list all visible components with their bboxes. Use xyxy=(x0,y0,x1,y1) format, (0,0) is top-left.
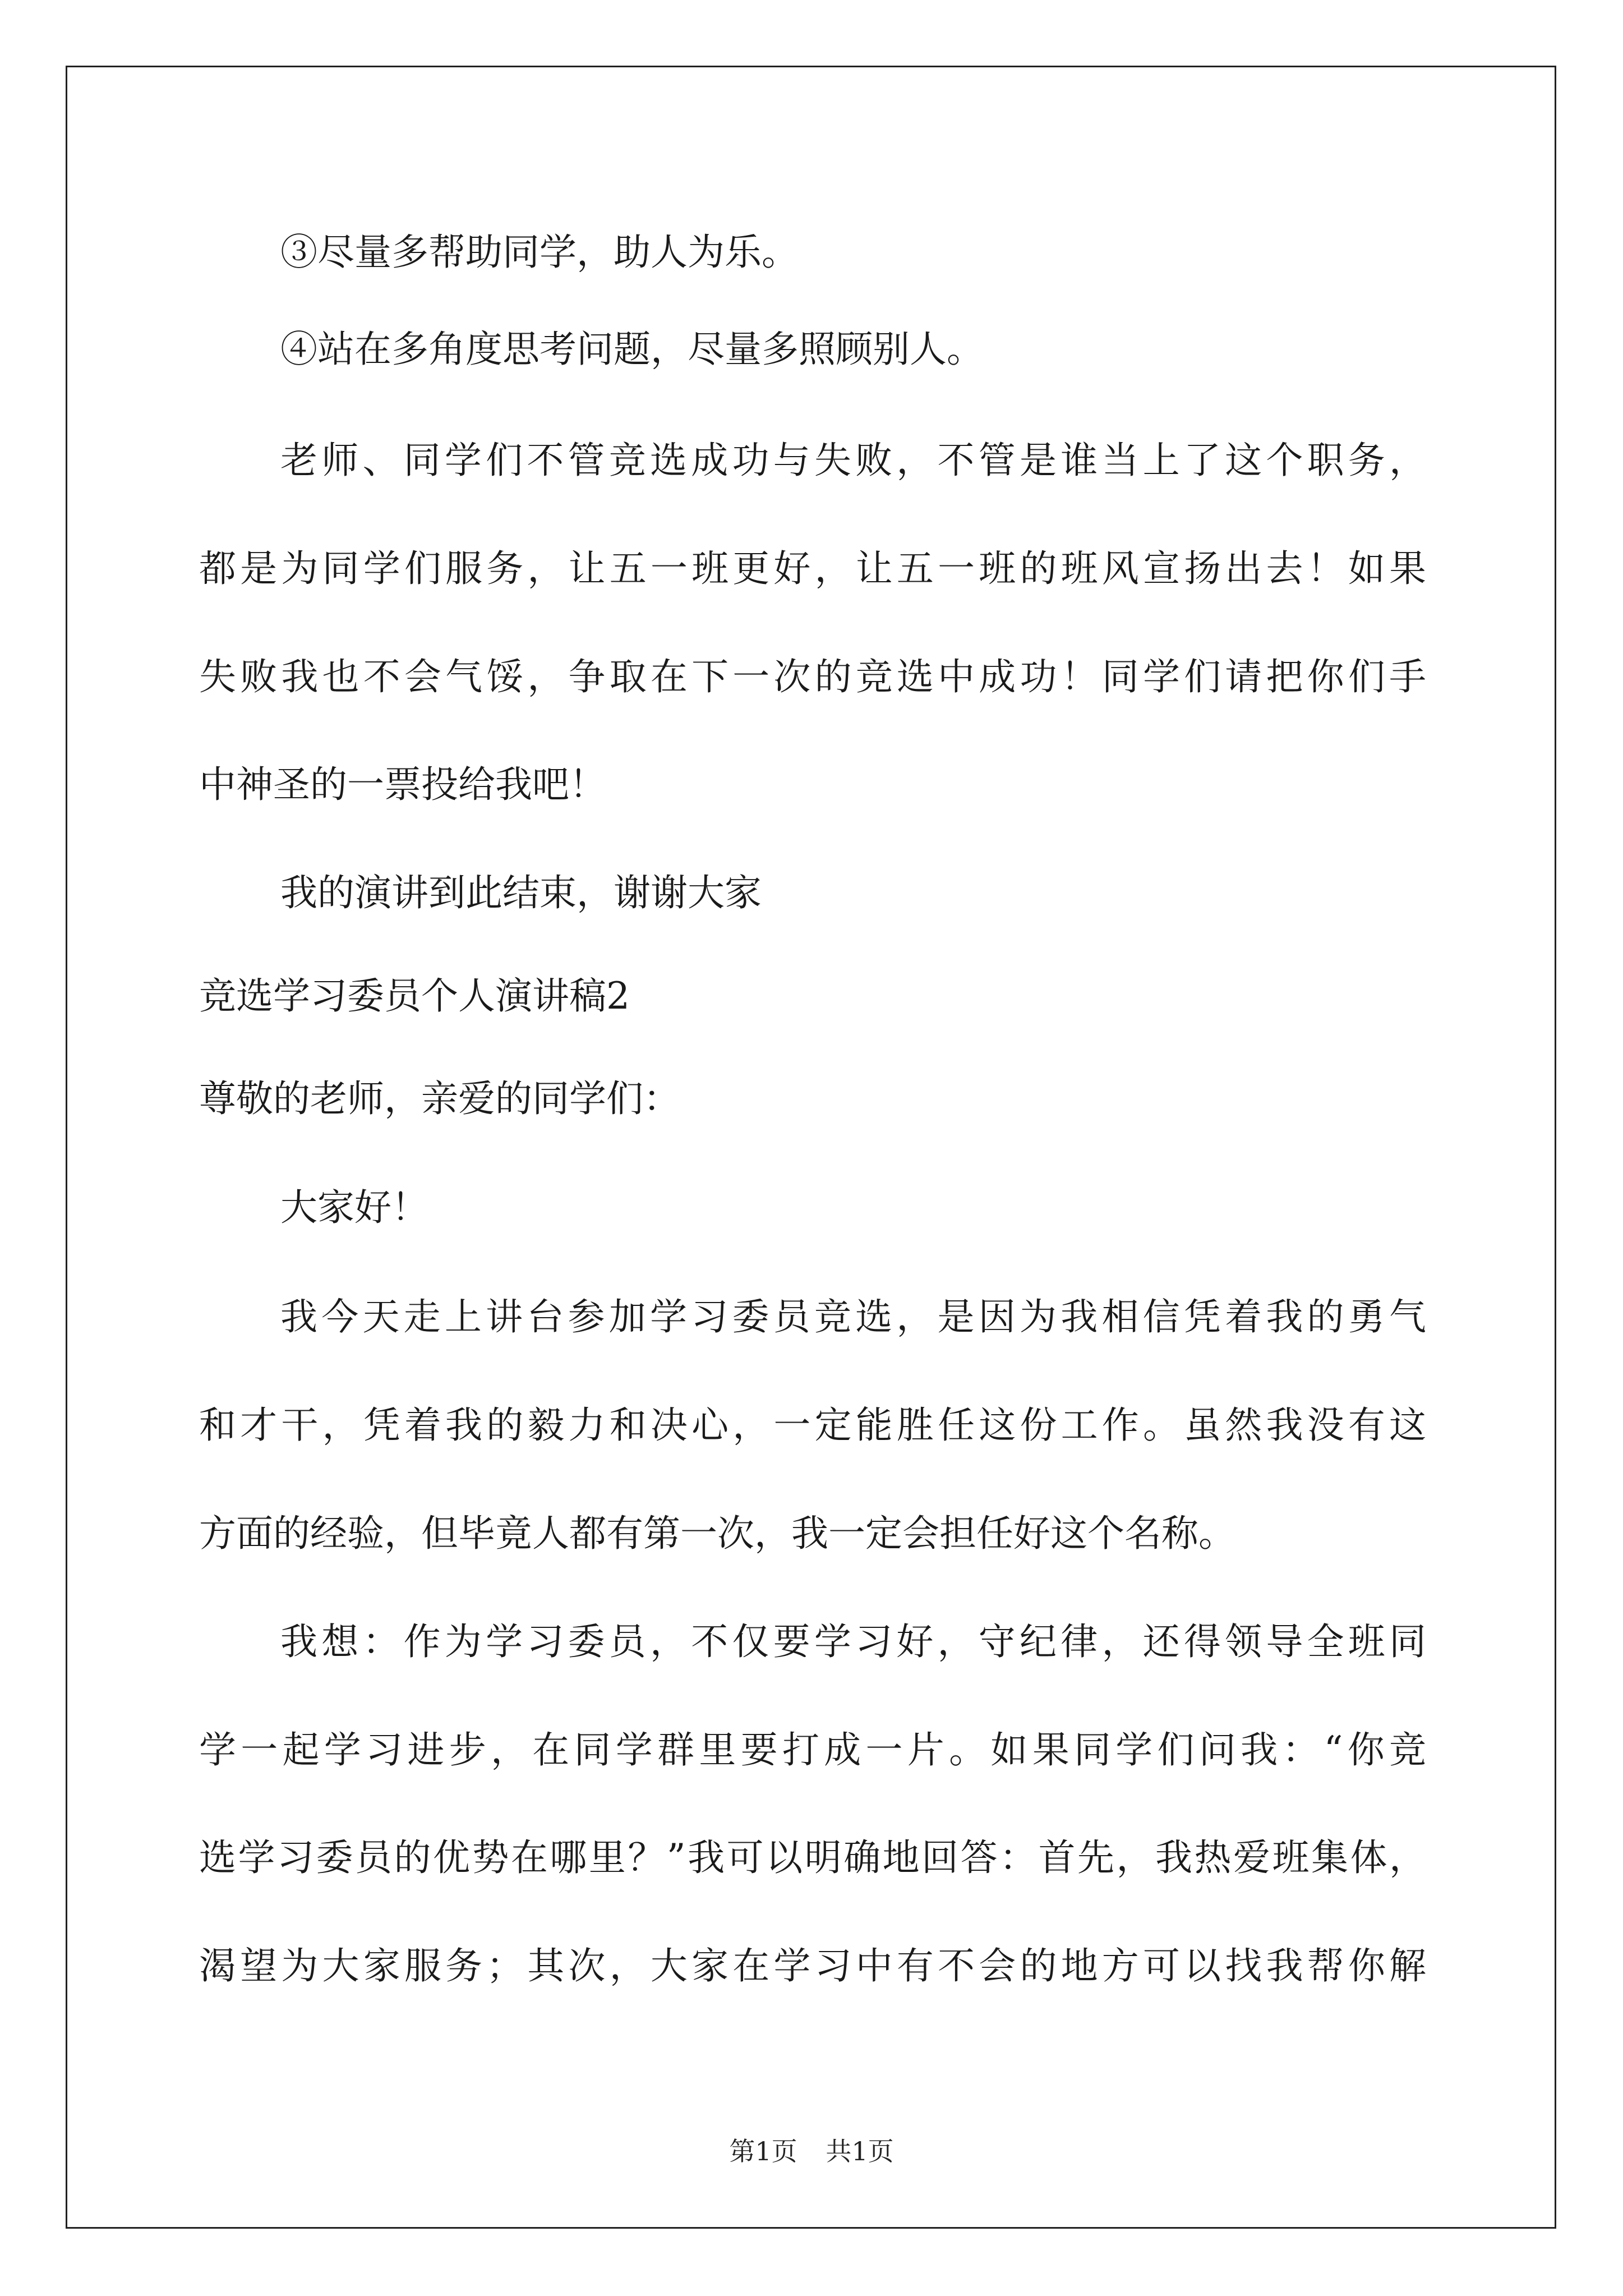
text-line: 我想：作为学习委员，不仅要学习好，守纪律，还得领导全班同 xyxy=(280,1620,1426,1663)
text-line: 中神圣的一票投给我吧！ xyxy=(199,763,606,806)
text-line: 学一起学习进步，在同学群里要打成一片。如果同学们问我：“你竞 xyxy=(199,1728,1426,1772)
text-line: ③尽量多帮助同学，助人为乐。 xyxy=(280,231,799,274)
text-line: 我的演讲到此结束，谢谢大家 xyxy=(280,871,762,914)
text-line: 我今天走上讲台参加学习委员竞选，是因为我相信凭着我的勇气 xyxy=(280,1295,1426,1338)
text-line: 失败我也不会气馁，争取在下一次的竞选中成功！同学们请把你们手 xyxy=(199,655,1426,698)
text-line: 方面的经验，但毕竟人都有第一次，我一定会担任好这个名称。 xyxy=(199,1512,1235,1555)
page-footer xyxy=(0,2134,1623,2168)
salutation: 尊敬的老师，亲爱的同学们： xyxy=(199,1077,680,1120)
page-total: 共1页 xyxy=(826,2136,894,2166)
text-line: 都是为同学们服务，让五一班更好，让五一班的班风宣扬出去！如果 xyxy=(199,547,1426,590)
page-number: 第1页 xyxy=(729,2136,797,2166)
text-line: 老师、同学们不管竞选成功与失败，不管是谁当上了这个职务， xyxy=(280,439,1426,482)
text-line: 和才干，凭着我的毅力和决心，一定能胜任这份工作。虽然我没有这 xyxy=(199,1404,1426,1447)
text-line: ④站在多角度思考问题，尽量多照顾别人。 xyxy=(280,328,984,371)
text-line: 选学习委员的优势在哪里？”我可以明确地回答：首先，我热爱班集体， xyxy=(199,1836,1426,1879)
text-line: 渴望为大家服务；其次，大家在学习中有不会的地方可以找我帮你解 xyxy=(199,1944,1426,1987)
section-title: 竞选学习委员个人演讲稿2 xyxy=(199,974,630,1018)
text-line: 大家好！ xyxy=(280,1186,428,1229)
page-border xyxy=(66,66,1556,2229)
